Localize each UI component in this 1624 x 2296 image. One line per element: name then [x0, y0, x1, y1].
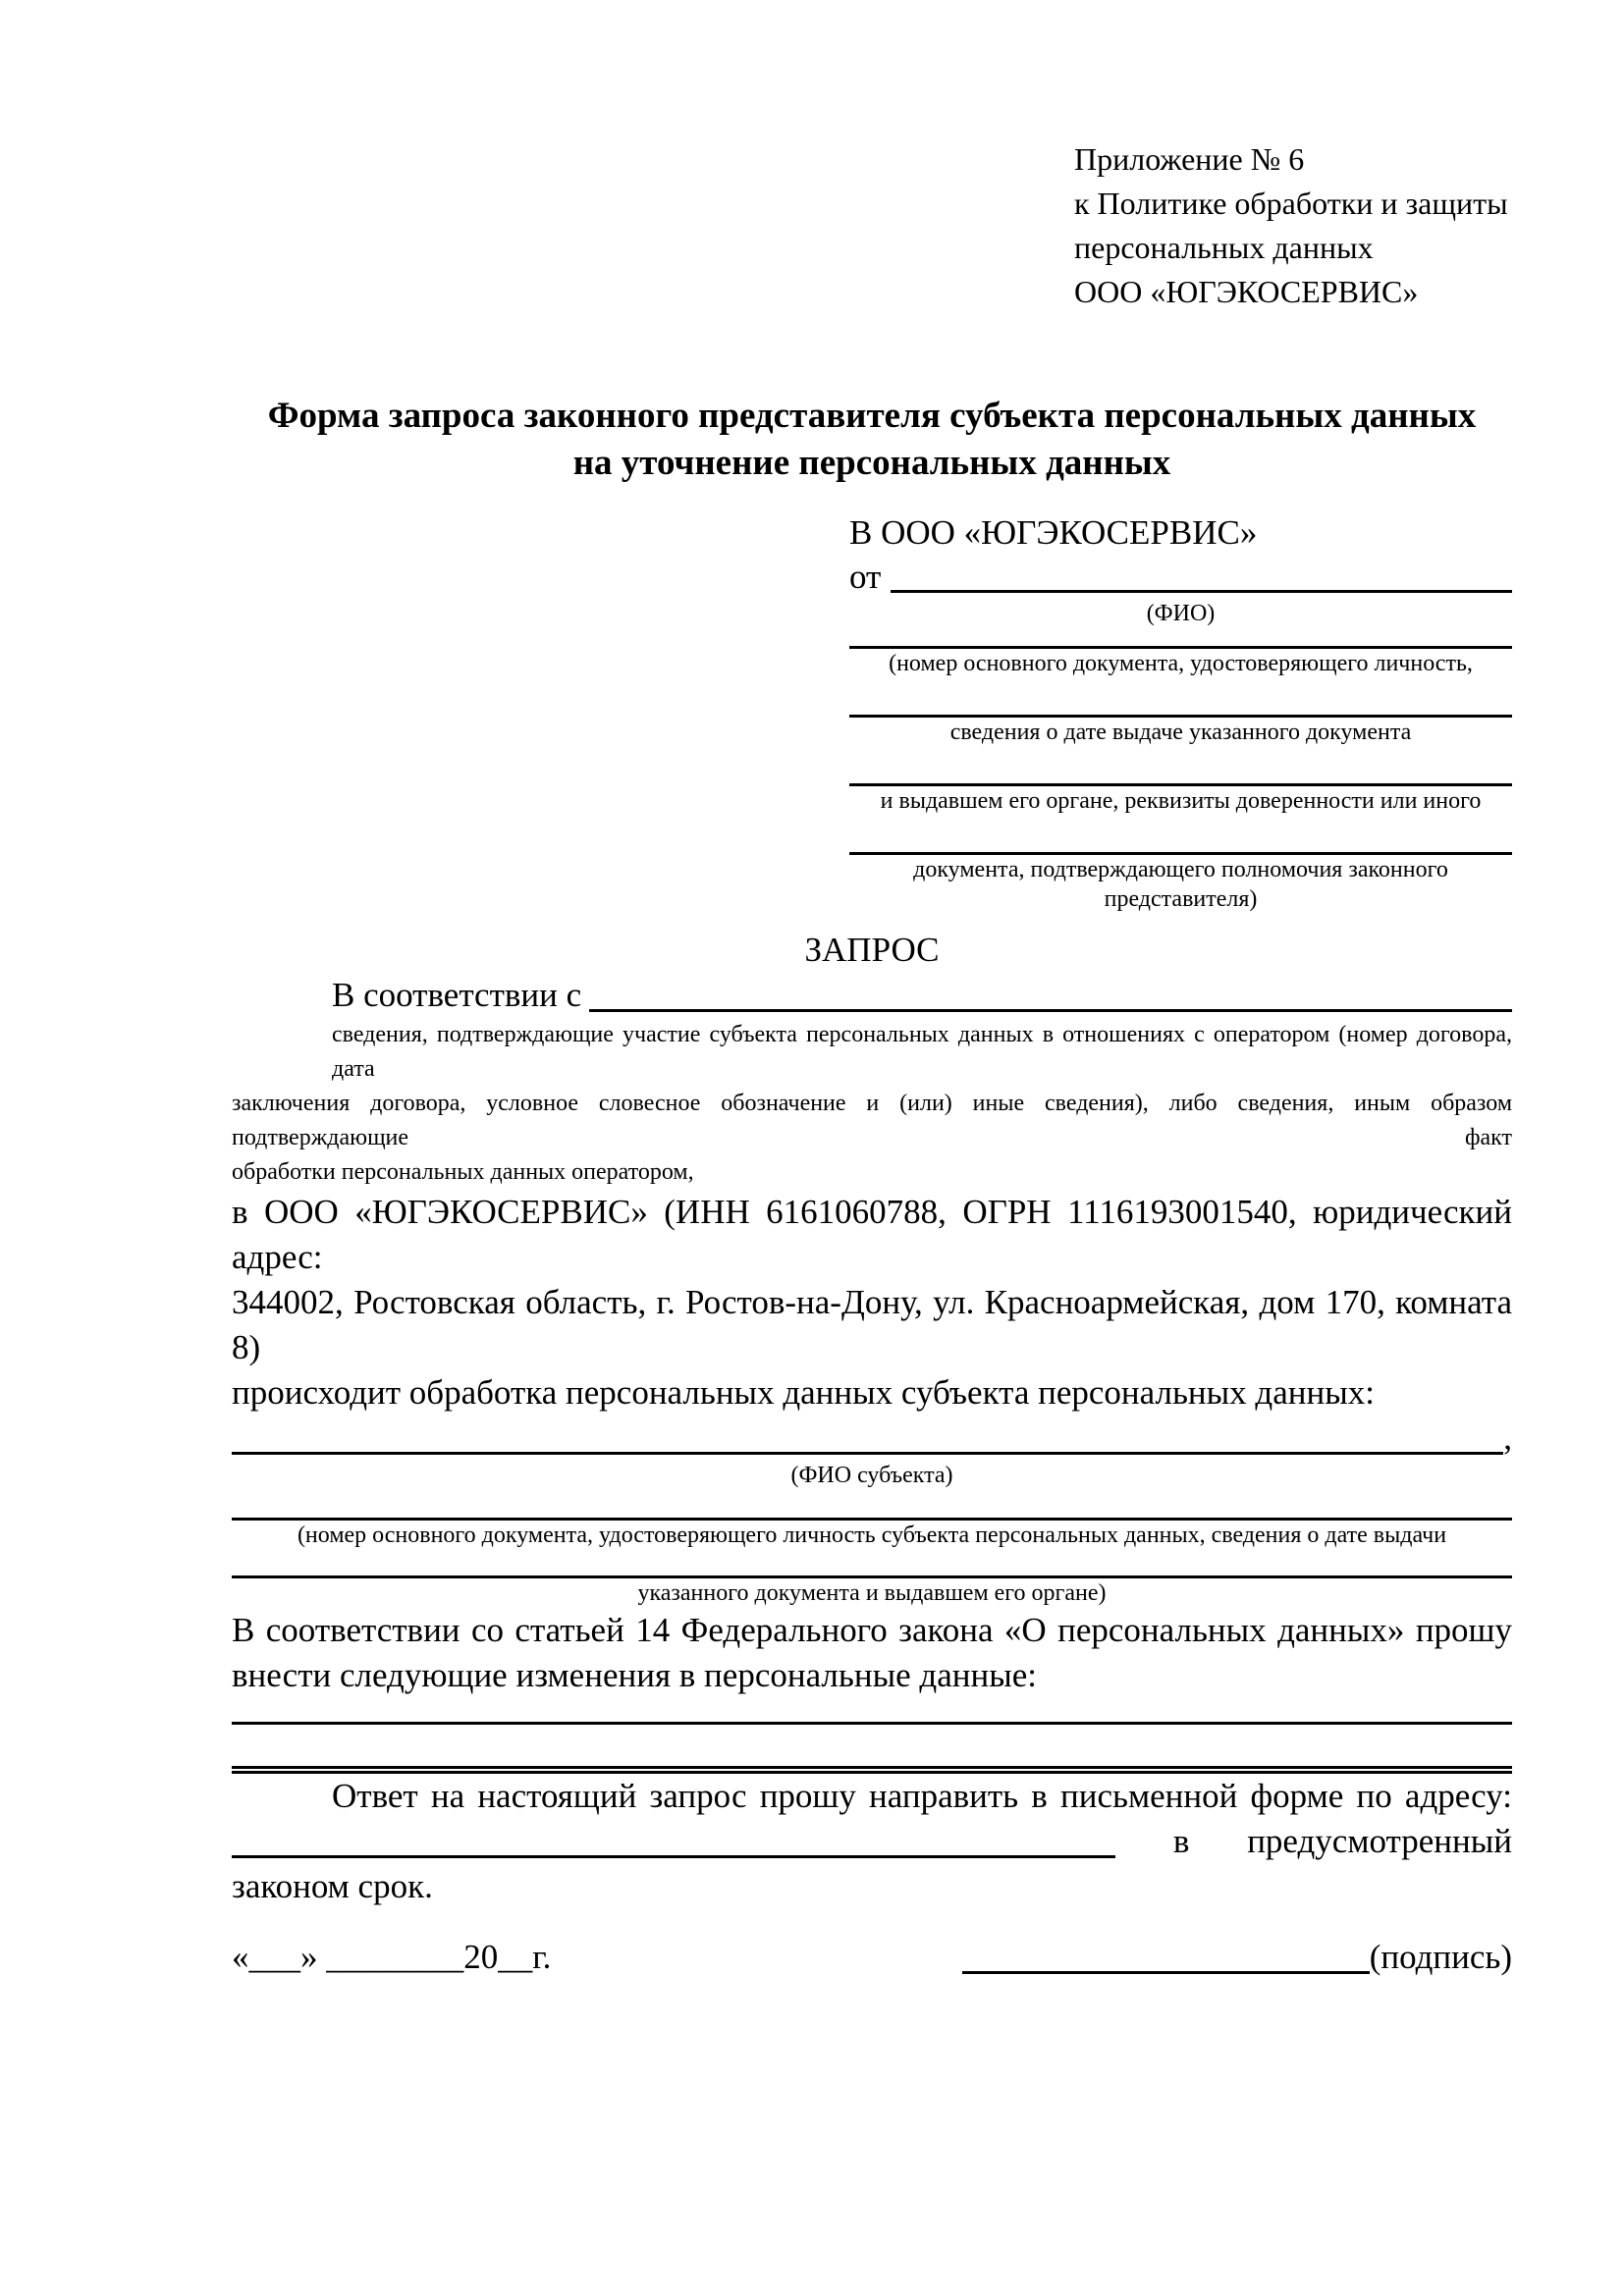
- fine-print-line: заключения договора, условное словесное обозначение и (или) иные сведения), либо сведения, иным образом подтверждающие факт: [232, 1091, 1512, 1150]
- document-title: [232, 393, 1512, 487]
- subject-name-blank-line: [232, 1451, 1503, 1455]
- law-paragraph-line: внести следующие изменения в персональные данные:: [232, 1656, 1037, 1694]
- issuing-authority-caption: и выдавшем его органе, реквизиты доверенности или иного: [880, 788, 1482, 814]
- issue-date-caption: сведения о дате выдаче указанного документа: [949, 720, 1412, 745]
- subject-document-caption: (номер основного документа, удостоверяющего личность субъекта персональных данных, сведения о дате выдачи: [297, 1522, 1447, 1548]
- date-blank: «___» ________20__г.: [232, 1938, 552, 1976]
- operator-paragraph-line: 344002, Ростовская область, г. Ростов-на-Дону, ул. Красноармейская, дом 170, комната 8): [232, 1283, 1512, 1366]
- subject-fio-caption: (ФИО субъекта): [790, 1463, 953, 1488]
- request-heading: ЗАПРОС: [804, 931, 940, 969]
- answer-word-predusmotrennyi: предусмотренный: [1247, 1822, 1512, 1860]
- issuing-authority-blank-line: [849, 747, 1512, 786]
- operator-paragraph-line: происходит обработка персональных данных субъекта персональных данных:: [232, 1373, 1375, 1412]
- fine-print-block: [232, 1018, 1512, 1190]
- answer-paragraph-line1: Ответ на настоящий запрос прошу направить в письменной форме по адресу:: [332, 1777, 1512, 1815]
- fio-caption: (ФИО): [1146, 601, 1216, 626]
- subject-name-row: [232, 1415, 1512, 1461]
- from-label: от: [849, 558, 882, 596]
- law-paragraph: [232, 1608, 1512, 1698]
- appendix-block: [1074, 137, 1512, 314]
- answer-paragraph-line3: законом срок.: [232, 1867, 433, 1905]
- date-signature-row: [232, 1935, 1512, 1980]
- appendix-line: к Политике обработки и защиты: [1074, 186, 1508, 221]
- answer-address-blank-line: [232, 1855, 1115, 1858]
- power-of-attorney-caption: документа, подтверждающего полномочия законного представителя): [913, 857, 1448, 912]
- from-row: [849, 555, 1512, 599]
- appendix-line: персональных данных: [1074, 230, 1374, 265]
- subject-document-caption-2: указанного документа и выдавшем его органе): [637, 1580, 1107, 1606]
- addressee-block: [849, 510, 1512, 914]
- issue-date-blank-line: [849, 678, 1512, 718]
- document-title-line1: Форма запроса законного представителя субъекта персональных данных: [267, 396, 1477, 436]
- appendix-line: Приложение № 6: [1074, 141, 1305, 177]
- subject-document-blank-line-2: [232, 1550, 1512, 1578]
- signature-blank-line: [962, 1971, 1370, 1974]
- document-number-caption: (номер основного документа, удостоверяющего личность,: [889, 651, 1473, 676]
- addressee-to: В ООО «ЮГЭКОСЕРВИС»: [849, 513, 1258, 552]
- agreement-blank-line: [589, 1008, 1512, 1012]
- subject-document-blank-line: [232, 1490, 1512, 1521]
- changes-blank-line-1: [232, 1698, 1512, 1725]
- signature-group: [962, 1935, 1512, 1980]
- in-accordance-label: В соответствии с: [332, 976, 582, 1014]
- trailing-comma: ,: [1503, 1418, 1512, 1457]
- power-of-attorney-blank-line: [849, 816, 1512, 855]
- fine-print-line: сведения, подтверждающие участие субъекта персональных данных в отношениях с оператором (номер договора, дата: [332, 1022, 1512, 1082]
- operator-paragraph-line: в ООО «ЮГЭКОСЕРВИС» (ИНН 6161060788, ОГРН 1116193001540, юридический адрес:: [232, 1193, 1512, 1276]
- fio-blank-line: [891, 589, 1512, 593]
- signature-caption: (подпись): [1369, 1938, 1512, 1976]
- answer-paragraph: [232, 1774, 1512, 1909]
- appendix-line: ООО «ЮГЭКОСЕРВИС»: [1074, 274, 1419, 309]
- in-accordance-row: [232, 973, 1512, 1018]
- changes-blank-line-2: [232, 1725, 1512, 1774]
- answer-address-row: [232, 1819, 1512, 1864]
- document-number-blank-line: [849, 628, 1512, 649]
- fine-print-line: обработки персональных данных оператором,: [232, 1159, 694, 1185]
- operator-paragraph: [232, 1190, 1512, 1415]
- document-title-line2: на уточнение персональных данных: [572, 443, 1171, 483]
- answer-word-v: в: [1172, 1822, 1190, 1860]
- law-paragraph-line: В соответствии со статьей 14 Федерального закона «О персональных данных» прошу: [232, 1611, 1512, 1649]
